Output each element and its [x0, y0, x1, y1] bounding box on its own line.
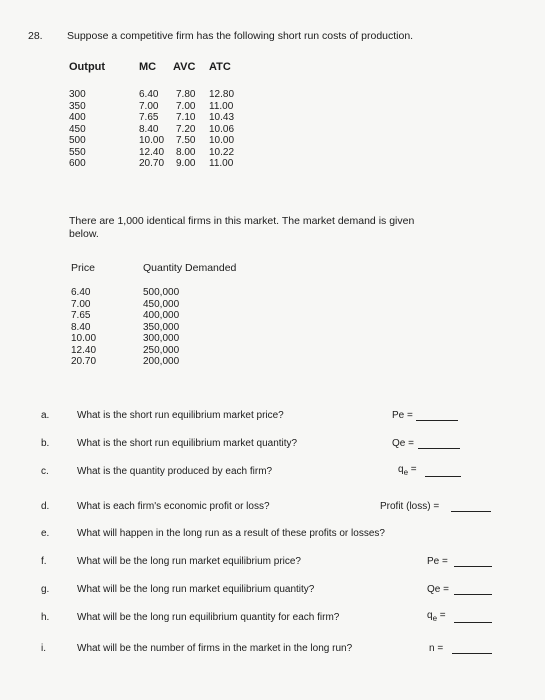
table-cell: 8.40 — [71, 321, 91, 333]
answer-label: Qe = — [392, 438, 414, 449]
table-cell: 12.40 — [71, 344, 97, 356]
table-cell: 550 — [69, 146, 86, 158]
question-letter: b. — [41, 438, 50, 449]
answer-blank[interactable] — [452, 653, 492, 654]
answer-label-subscript: e — [432, 614, 438, 623]
market-text-line-2: below. — [69, 228, 99, 240]
answer-blank[interactable] — [454, 566, 492, 567]
answer-label: Qe = — [427, 584, 449, 595]
table-cell: 12.80 — [209, 89, 235, 100]
answer-blank[interactable] — [451, 511, 491, 512]
answer-label: Pe = — [427, 556, 448, 567]
question-text: What is the quantity produced by each firm? — [77, 466, 273, 477]
table-cell: 6.40 — [139, 89, 159, 100]
demand-price-column — [71, 287, 96, 368]
answer-label: n = — [429, 643, 444, 654]
question-letter: c. — [41, 466, 49, 477]
answer-label-equals: = — [410, 464, 417, 475]
question-text: What will happen in the long run as a result of these profits or losses? — [77, 528, 385, 539]
table-cell: 7.50 — [176, 135, 196, 146]
table-cell: 10.00 — [139, 135, 165, 146]
table-cell: 8.40 — [139, 123, 159, 135]
question-text: What will be the number of firms in the market in the long run? — [77, 643, 353, 654]
table-cell: 350 — [69, 100, 86, 112]
table-cell: 600 — [69, 158, 86, 169]
answer-blank[interactable] — [454, 594, 492, 595]
question-letter: f. — [41, 556, 47, 567]
table-cell: 400,000 — [143, 310, 180, 321]
question-text: What is the short run equilibrium market price? — [77, 410, 284, 421]
table-cell: 10.06 — [209, 123, 235, 135]
table-cell: 7.00 — [139, 100, 159, 112]
demand-header-price: Price — [71, 262, 95, 274]
answer-label — [427, 610, 446, 625]
answer-label: Pe = — [392, 410, 413, 421]
question-letter: i. — [41, 643, 46, 654]
table-cell: 7.20 — [176, 123, 196, 135]
problem-number: 28. — [28, 30, 43, 42]
question-letter: g. — [41, 584, 50, 595]
table-cell: 200,000 — [143, 356, 180, 367]
table-cell: 300,000 — [143, 333, 180, 344]
cost-output-column — [69, 89, 86, 170]
table-cell: 500,000 — [143, 287, 180, 298]
table-cell: 400 — [69, 112, 86, 123]
table-cell: 500 — [69, 135, 86, 146]
question-text: What will be the long run market equilibrium price? — [77, 556, 301, 567]
question-letter: h. — [41, 612, 50, 623]
table-cell: 20.70 — [71, 356, 97, 367]
demand-header-quantity: Quantity Demanded — [143, 262, 237, 274]
question-text: What will be the long run market equilibrium quantity? — [77, 584, 315, 595]
table-cell: 10.43 — [209, 112, 235, 123]
table-cell: 10.22 — [209, 146, 235, 158]
table-cell: 7.10 — [176, 112, 196, 123]
table-cell: 11.00 — [209, 158, 234, 169]
table-cell: 7.00 — [176, 100, 196, 112]
answer-blank[interactable] — [425, 476, 461, 477]
table-cell: 7.65 — [139, 112, 159, 123]
question-letter: d. — [41, 501, 50, 512]
question-text: What will be the long run equilibrium quantity for each firm? — [77, 612, 340, 623]
cost-header-atc: ATC — [209, 61, 231, 73]
answer-blank[interactable] — [454, 622, 492, 623]
market-text-line-1: There are 1,000 identical firms in this market. The market demand is given — [69, 215, 415, 227]
answer-blank[interactable] — [418, 448, 460, 449]
answer-label-main: q — [427, 610, 433, 621]
table-cell: 7.65 — [71, 310, 91, 321]
cost-header-avc: AVC — [173, 61, 196, 73]
answer-label — [398, 464, 417, 479]
question-letter: a. — [41, 410, 50, 421]
table-cell: 7.80 — [176, 89, 196, 100]
demand-quantity-column — [143, 287, 179, 368]
table-cell: 8.00 — [176, 146, 196, 158]
table-cell: 20.70 — [139, 158, 165, 169]
table-cell: 450 — [69, 123, 86, 135]
cost-header-output: Output — [69, 61, 106, 73]
answer-label-equals: = — [439, 610, 446, 621]
answer-blank[interactable] — [416, 420, 458, 421]
cost-mc-column — [139, 89, 164, 170]
answer-label-main: q — [398, 464, 404, 475]
cost-avc-column — [176, 89, 195, 170]
problem-intro: Suppose a competitive firm has the following short run costs of production. — [67, 30, 414, 42]
question-text: What is the short run equilibrium market quantity? — [77, 438, 298, 449]
question-text: What is each firm's economic profit or loss? — [77, 501, 270, 512]
table-cell: 6.40 — [71, 287, 91, 298]
table-cell: 300 — [69, 89, 86, 100]
cost-header-mc: MC — [139, 61, 157, 73]
cost-atc-column — [209, 89, 234, 170]
table-cell: 11.00 — [209, 100, 234, 112]
table-cell: 12.40 — [139, 146, 165, 158]
question-letter: e. — [41, 528, 50, 539]
table-cell: 450,000 — [143, 298, 180, 310]
table-cell: 10.00 — [71, 333, 97, 344]
table-cell: 350,000 — [143, 321, 180, 333]
table-cell: 7.00 — [71, 298, 91, 310]
table-cell: 250,000 — [143, 344, 180, 356]
answer-label-subscript: e — [403, 468, 409, 477]
answer-label: Profit (loss) = — [380, 501, 440, 512]
table-cell: 10.00 — [209, 135, 235, 146]
table-cell: 9.00 — [176, 158, 196, 169]
